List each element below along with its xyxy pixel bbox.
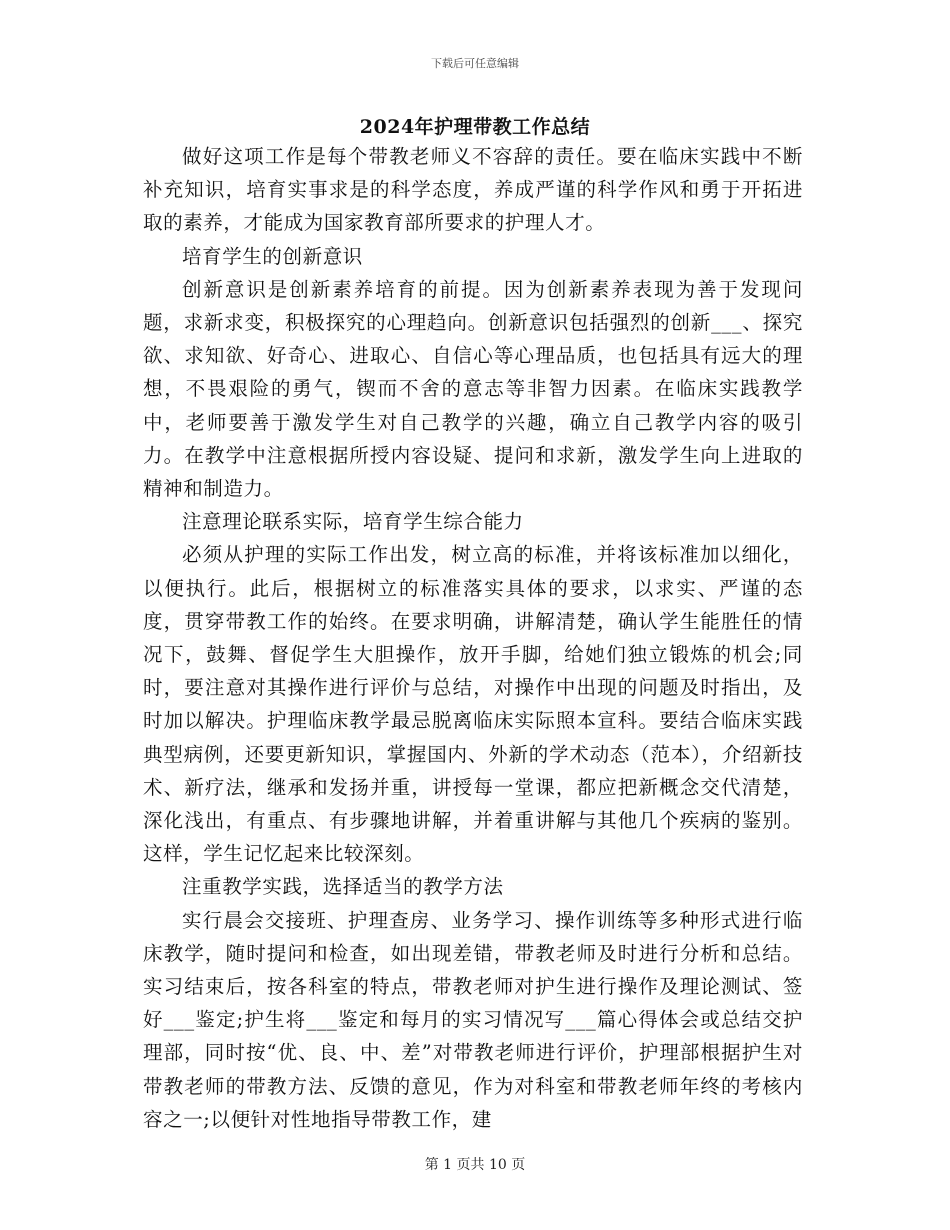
page-footer: 第 1 页共 10 页 <box>424 1157 526 1173</box>
paragraph-theory-practice: 必须从护理的实际工作出发，树立高的标准，并将该标准加以细化，以便执行。此后，根据树立的标准落实具体的要求，以求实、严谨的态度，贯穿带教工作的始终。在要求明确，讲解清楚，确认学生能胜任的情况下，鼓舞、督促学生大胆操作，放开手脚，给她们独立锻炼的机会;同时，要注意对其操作进行评价与总结，对操作中出现的问题及时指出，及时加以解决。护理临床教学最忌脱离临床实际照本宣科。要结合临床实践典型病例，还要更新知识，掌握国内、外新的学术动态（范本），介绍新技术、新疗法，继承和发扬并重，讲授每一堂课，都应把新概念交代清楚，深化浅出，有重点、有步骤地讲解，并着重讲解与其他几个疾病的鉴别。这样，学生记忆起来比较深刻。 <box>143 543 803 866</box>
paragraph-innovation: 创新意识是创新素养培育的前提。因为创新素养表现为善于发现问题，求新求变，积极探究的心理趋向。创新意识包括强烈的创新___、探究欲、求知欲、好奇心、进取心、自信心等心理品质，也包括具有远大的理想，不畏艰险的勇气，锲而不舍的意志等非智力因素。在临床实践教学中，老师要善于激发学生对自己教学的兴趣，确立自己教学内容的吸引力。在教学中注意根据所授内容设疑、提问和求新，激发学生向上进取的精神和制造力。 <box>143 277 803 501</box>
section-heading-teaching-practice: 注重教学实践，选择适当的教学方法 <box>182 875 504 899</box>
paragraph-teaching-practice: 实行晨会交接班、护理查房、业务学习、操作训练等多种形式进行临床教学，随时提问和检查，如出现差错，带教老师及时进行分析和总结。实习结束后，按各科室的特点，带教老师对护生进行操作及理论测试、签好___鉴定;护生将___鉴定和每月的实习情况写___篇心得体会或总结交护理部，同时按“优、良、中、差”对带教老师进行评价，护理部根据护生对带教老师的带教方法、反馈的意见，作为对科室和带教老师年终的考核内容之一;以便针对性地指导带教工作，建 <box>143 908 803 1131</box>
document-body <box>143 140 803 1136</box>
header-note: 下载后可任意编辑 <box>431 57 519 70</box>
section-heading-innovation: 培育学生的创新意识 <box>182 244 363 268</box>
section-heading-theory-practice: 注意理论联系实际，培育学生综合能力 <box>182 510 524 534</box>
paragraph-intro: 做好这项工作是每个带教老师义不容辞的责任。要在临床实践中不断补充知识，培育实事求是的科学态度，养成严谨的科学作风和勇于开拓进取的素养，才能成为国家教育部所要求的护理人才。 <box>143 145 803 235</box>
document-title: 2024年护理带教工作总结 <box>359 116 591 138</box>
